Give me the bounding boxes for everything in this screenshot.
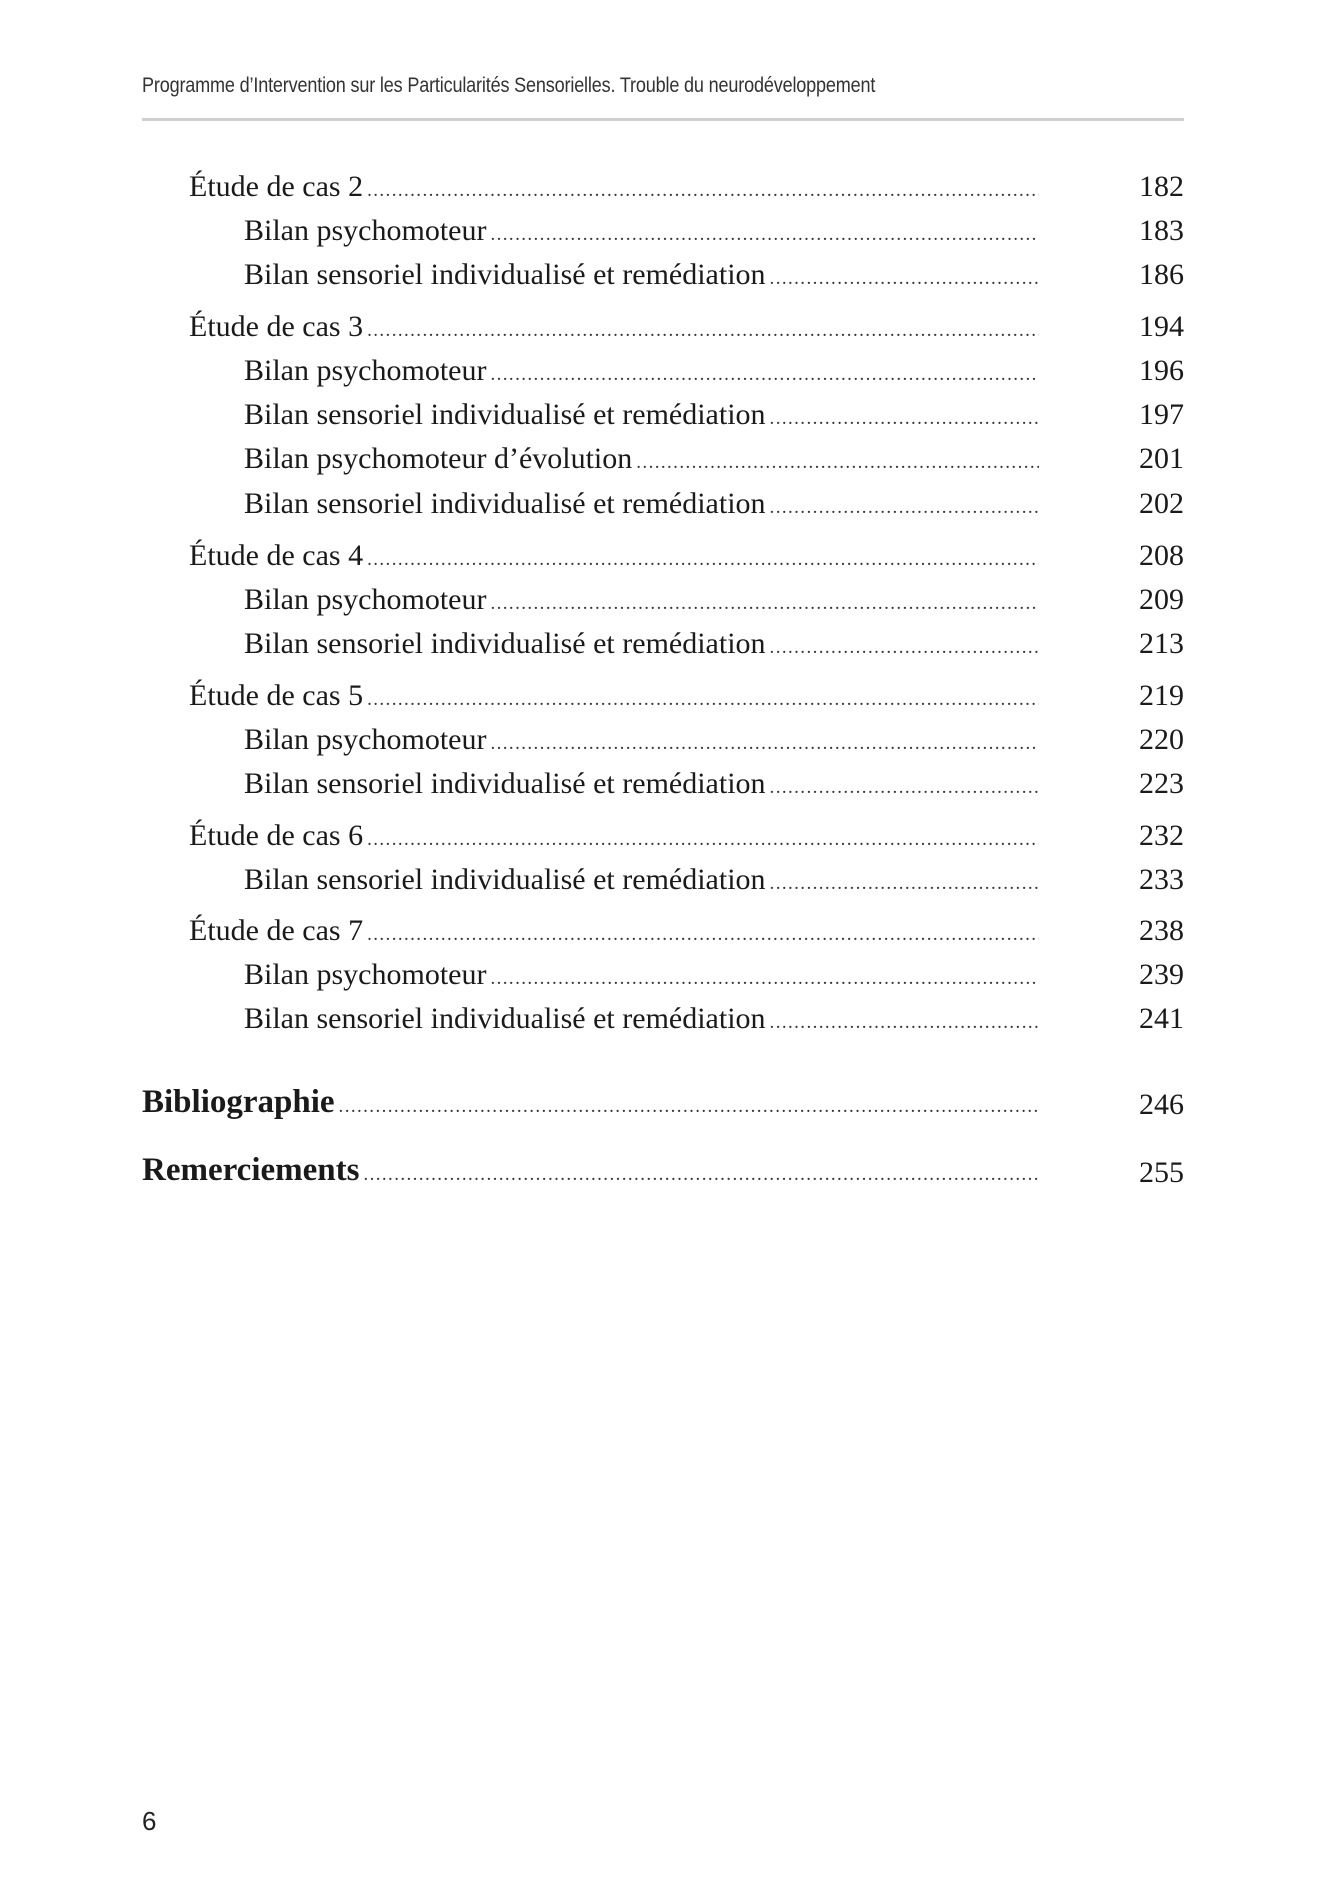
toc-entry-case[interactable] bbox=[142, 539, 1184, 579]
toc-entry-sub[interactable] bbox=[142, 958, 1184, 998]
toc-entry-sub[interactable] bbox=[142, 214, 1184, 254]
dot-leader bbox=[363, 1164, 1039, 1186]
toc-page-number: 239 bbox=[1139, 958, 1184, 991]
toc-page-number: 182 bbox=[1139, 170, 1184, 203]
dot-leader bbox=[367, 180, 1039, 202]
header-divider bbox=[142, 118, 1184, 121]
toc-page-number: 238 bbox=[1139, 914, 1184, 947]
dot-leader bbox=[770, 497, 1039, 519]
toc-entry-sub[interactable] bbox=[142, 1002, 1184, 1042]
toc-page-number: 201 bbox=[1139, 442, 1184, 475]
toc-entry-label: Bilan psychomoteur bbox=[244, 583, 487, 616]
toc-page-number: 186 bbox=[1139, 258, 1184, 291]
toc-page-number: 213 bbox=[1139, 627, 1184, 660]
toc-entry-label: Étude de cas 7 bbox=[189, 914, 364, 947]
toc-page-number: 183 bbox=[1139, 214, 1184, 247]
toc-entry-sub[interactable] bbox=[142, 767, 1184, 807]
toc-entry-main[interactable] bbox=[142, 1084, 1184, 1124]
toc-page-number: 255 bbox=[1139, 1156, 1184, 1189]
toc-entry-label: Bilan sensoriel individualisé et remédiation bbox=[244, 398, 766, 431]
toc-entry-sub[interactable] bbox=[142, 258, 1184, 298]
toc-entry-label: Étude de cas 5 bbox=[189, 679, 364, 712]
dot-leader bbox=[490, 224, 1039, 246]
toc-page-number: 208 bbox=[1139, 539, 1184, 572]
toc-page-number: 209 bbox=[1139, 583, 1184, 616]
dot-leader bbox=[490, 593, 1039, 615]
toc-entry-label: Bilan sensoriel individualisé et remédiation bbox=[244, 767, 766, 800]
dot-leader bbox=[339, 1096, 1039, 1118]
dot-leader bbox=[367, 320, 1039, 342]
toc-page-number: 220 bbox=[1139, 723, 1184, 756]
dot-leader bbox=[367, 689, 1039, 711]
toc-entry-label: Bilan sensoriel individualisé et remédiation bbox=[244, 627, 766, 660]
toc-entry-label: Remerciements bbox=[142, 1152, 360, 1188]
toc-page-number: 233 bbox=[1139, 863, 1184, 896]
toc-entry-sub[interactable] bbox=[142, 487, 1184, 527]
dot-leader bbox=[367, 829, 1039, 851]
toc-entry-case[interactable] bbox=[142, 679, 1184, 719]
toc-entry-case[interactable] bbox=[142, 819, 1184, 859]
toc-entry-label: Étude de cas 6 bbox=[189, 819, 364, 852]
toc-page-number: 219 bbox=[1139, 679, 1184, 712]
toc-entry-sub[interactable] bbox=[142, 398, 1184, 438]
toc-entry-label: Bilan psychomoteur bbox=[244, 958, 487, 991]
toc-entry-sub[interactable] bbox=[142, 863, 1184, 903]
toc-page-number: 232 bbox=[1139, 819, 1184, 852]
toc-entry-sub[interactable] bbox=[142, 583, 1184, 623]
toc-entry-label: Bilan psychomoteur d’évolution bbox=[244, 442, 633, 475]
page-number: 6 bbox=[142, 1806, 157, 1836]
dot-leader bbox=[770, 777, 1039, 799]
running-header: Programme d’Intervention sur les Particularités Sensorielles. Trouble du neurodéveloppement bbox=[142, 74, 876, 97]
toc-page-number: 246 bbox=[1139, 1088, 1184, 1121]
dot-leader bbox=[770, 637, 1039, 659]
toc-entry-label: Bilan psychomoteur bbox=[244, 723, 487, 756]
toc-page-number: 202 bbox=[1139, 487, 1184, 520]
toc-entry-label: Bilan sensoriel individualisé et remédiation bbox=[244, 863, 766, 896]
dot-leader bbox=[367, 549, 1039, 571]
toc-entry-label: Bilan sensoriel individualisé et remédiation bbox=[244, 487, 766, 520]
toc-entry-sub[interactable] bbox=[142, 354, 1184, 394]
toc-page-number: 241 bbox=[1139, 1002, 1184, 1035]
toc-entry-sub[interactable] bbox=[142, 442, 1184, 482]
toc-entry-sub[interactable] bbox=[142, 723, 1184, 763]
toc-entry-case[interactable] bbox=[142, 914, 1184, 954]
toc-entry-label: Étude de cas 4 bbox=[189, 539, 364, 572]
toc-entry-case[interactable] bbox=[142, 310, 1184, 350]
dot-leader bbox=[770, 408, 1039, 430]
toc-entry-label: Bilan psychomoteur bbox=[244, 354, 487, 387]
toc-page-number: 197 bbox=[1139, 398, 1184, 431]
toc-entry-label: Bilan sensoriel individualisé et remédiation bbox=[244, 1002, 766, 1035]
dot-leader bbox=[367, 924, 1039, 946]
toc-entry-case[interactable] bbox=[142, 170, 1184, 210]
toc-entry-sub[interactable] bbox=[142, 627, 1184, 667]
toc-entry-label: Bibliographie bbox=[142, 1084, 335, 1120]
toc-entry-label: Bilan sensoriel individualisé et remédiation bbox=[244, 258, 766, 291]
dot-leader bbox=[770, 873, 1039, 895]
dot-leader bbox=[770, 1012, 1039, 1034]
toc-page-number: 194 bbox=[1139, 310, 1184, 343]
dot-leader bbox=[490, 968, 1039, 990]
dot-leader bbox=[770, 268, 1039, 290]
toc-entry-label: Étude de cas 2 bbox=[189, 170, 364, 203]
dot-leader bbox=[490, 364, 1039, 386]
toc-entry-main[interactable] bbox=[142, 1152, 1184, 1192]
dot-leader bbox=[636, 452, 1039, 474]
toc-page-number: 196 bbox=[1139, 354, 1184, 387]
dot-leader bbox=[490, 733, 1039, 755]
toc-page-number: 223 bbox=[1139, 767, 1184, 800]
toc-entry-label: Bilan psychomoteur bbox=[244, 214, 487, 247]
toc-entry-label: Étude de cas 3 bbox=[189, 310, 364, 343]
